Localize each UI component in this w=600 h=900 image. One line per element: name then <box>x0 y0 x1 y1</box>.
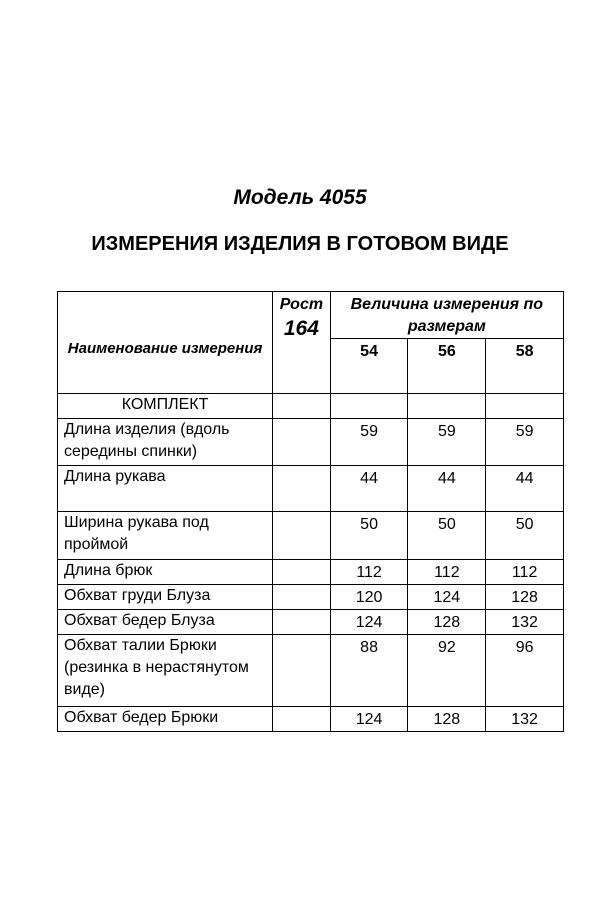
section-row <box>58 394 564 419</box>
column-header-height <box>273 292 331 394</box>
row-name: Обхват груди Блуза <box>58 585 273 610</box>
height-label: Рост <box>279 296 324 313</box>
height-cell <box>273 419 331 466</box>
value-cell: 44 <box>330 466 408 512</box>
table-row <box>58 419 564 466</box>
row-name: Обхват бедер Брюки <box>58 707 273 732</box>
size-header: 56 <box>408 339 486 394</box>
value-cell: 132 <box>486 707 564 732</box>
column-header-name <box>58 292 273 394</box>
table-row <box>58 585 564 610</box>
value-cell: 44 <box>408 466 486 512</box>
table-header-row <box>58 292 564 339</box>
row-name: Обхват бедер Блуза <box>58 610 273 635</box>
size-header: 54 <box>330 339 408 394</box>
value-cell: 124 <box>330 610 408 635</box>
table-row <box>58 560 564 585</box>
row-name: Ширина рукава под проймой <box>58 512 273 560</box>
value-cell: 50 <box>486 512 564 560</box>
table-row <box>58 466 564 512</box>
value-cell: 120 <box>330 585 408 610</box>
value-cell: 59 <box>486 419 564 466</box>
value-cell: 112 <box>330 560 408 585</box>
table-row <box>58 512 564 560</box>
height-cell <box>273 707 331 732</box>
measurements-table <box>57 291 564 732</box>
empty-cell <box>273 394 331 419</box>
value-cell: 124 <box>408 585 486 610</box>
empty-cell <box>330 394 408 419</box>
column-header-name-text: Наименование измерения <box>67 339 263 357</box>
size-header: 58 <box>486 339 564 394</box>
value-cell: 112 <box>486 560 564 585</box>
table-row <box>58 635 564 707</box>
document-title: ИЗМЕРЕНИЯ ИЗДЕЛИЯ В ГОТОВОМ ВИДЕ <box>91 233 509 255</box>
model-title: Модель 4055 <box>233 186 367 209</box>
height-cell <box>273 585 331 610</box>
value-cell: 92 <box>408 635 486 707</box>
empty-cell <box>486 394 564 419</box>
row-name: Длина брюк <box>58 560 273 585</box>
value-cell: 50 <box>330 512 408 560</box>
column-header-sizes <box>330 292 563 339</box>
row-name: Длина рукава <box>58 466 273 512</box>
value-cell: 44 <box>486 466 564 512</box>
value-cell: 132 <box>486 610 564 635</box>
height-cell <box>273 635 331 707</box>
height-cell <box>273 512 331 560</box>
value-cell: 128 <box>486 585 564 610</box>
value-cell: 50 <box>408 512 486 560</box>
value-cell: 112 <box>408 560 486 585</box>
section-label: КОМПЛЕКТ <box>58 394 273 419</box>
row-name: Длина изделия (вдоль середины спинки) <box>58 419 273 466</box>
value-cell: 59 <box>330 419 408 466</box>
row-name: Обхват талии Брюки (резинка в нерастянутом виде) <box>58 635 273 707</box>
value-cell: 59 <box>408 419 486 466</box>
value-cell: 128 <box>408 707 486 732</box>
height-cell <box>273 466 331 512</box>
value-cell: 124 <box>330 707 408 732</box>
value-cell: 88 <box>330 635 408 707</box>
sizes-label: Величина измерения по размерам <box>350 296 544 335</box>
height-cell <box>273 560 331 585</box>
table-row <box>58 610 564 635</box>
height-value: 164 <box>283 317 319 340</box>
value-cell: 128 <box>408 610 486 635</box>
height-cell <box>273 610 331 635</box>
empty-cell <box>408 394 486 419</box>
table-row <box>58 707 564 732</box>
value-cell: 96 <box>486 635 564 707</box>
